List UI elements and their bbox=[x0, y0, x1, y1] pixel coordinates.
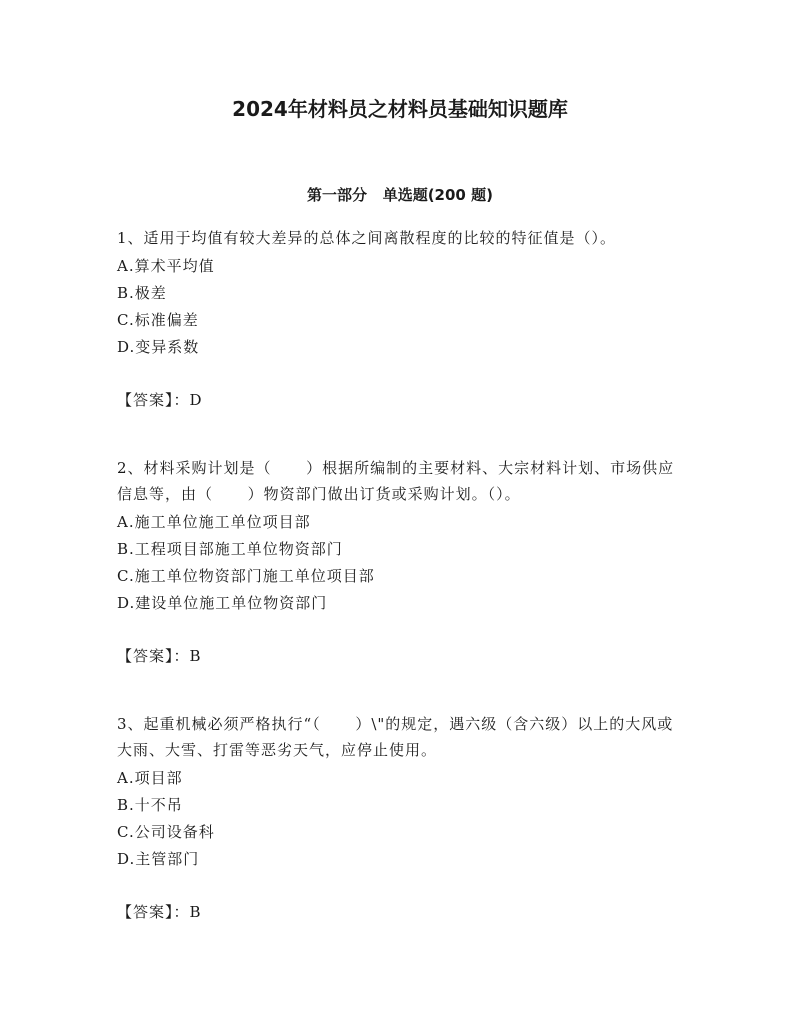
answer-label: 【答案】： bbox=[117, 647, 190, 665]
question-2 bbox=[117, 455, 683, 669]
option-a: A.项目部 bbox=[117, 769, 183, 787]
question-1 bbox=[117, 225, 683, 413]
option-b: B.十不吊 bbox=[117, 796, 183, 814]
option-c: C.标准偏差 bbox=[117, 311, 199, 329]
question-text: 2、材料采购计划是（ ）根据所编制的主要材料、大宗材料计划、市场供应信息等，由（ ）物资部门做出订货或采购计划。（）。 bbox=[117, 459, 675, 503]
document-title: 2024年材料员之材料员基础知识题库 bbox=[232, 97, 568, 121]
answer-label: 【答案】： bbox=[117, 391, 190, 409]
answer-line bbox=[117, 387, 683, 413]
option-d: D.主管部门 bbox=[117, 850, 200, 868]
answer-label: 【答案】： bbox=[117, 903, 190, 921]
option-list bbox=[117, 509, 683, 617]
option-list bbox=[117, 765, 683, 873]
option-c: C.公司设备科 bbox=[117, 823, 215, 841]
option-c: C.施工单位物资部门施工单位项目部 bbox=[117, 567, 375, 585]
answer-line bbox=[117, 899, 683, 925]
answer-value: D bbox=[189, 391, 203, 409]
option-a: A.施工单位施工单位项目部 bbox=[117, 513, 311, 531]
answer-line bbox=[117, 643, 683, 669]
option-list bbox=[117, 253, 683, 361]
option-d: D.建设单位施工单位物资部门 bbox=[117, 594, 328, 612]
question-text: 1、适用于均值有较大差异的总体之间离散程度的比较的特征值是（）。 bbox=[117, 229, 617, 247]
answer-value: B bbox=[189, 903, 202, 921]
option-b: B.工程项目部施工单位物资部门 bbox=[117, 540, 343, 558]
question-text: 3、起重机械必须严格执行“（ ）\"的规定，遇六级（含六级）以上的大风或大雨、大雪、打雷等恶劣天气，应停止使用。 bbox=[117, 715, 674, 759]
option-a: A.算术平均值 bbox=[117, 257, 215, 275]
option-b: B.极差 bbox=[117, 284, 167, 302]
section-title: 第一部分 单选题(200 题) bbox=[307, 186, 493, 204]
option-d: D.变异系数 bbox=[117, 338, 200, 356]
question-3 bbox=[117, 711, 683, 925]
answer-value: B bbox=[189, 647, 202, 665]
